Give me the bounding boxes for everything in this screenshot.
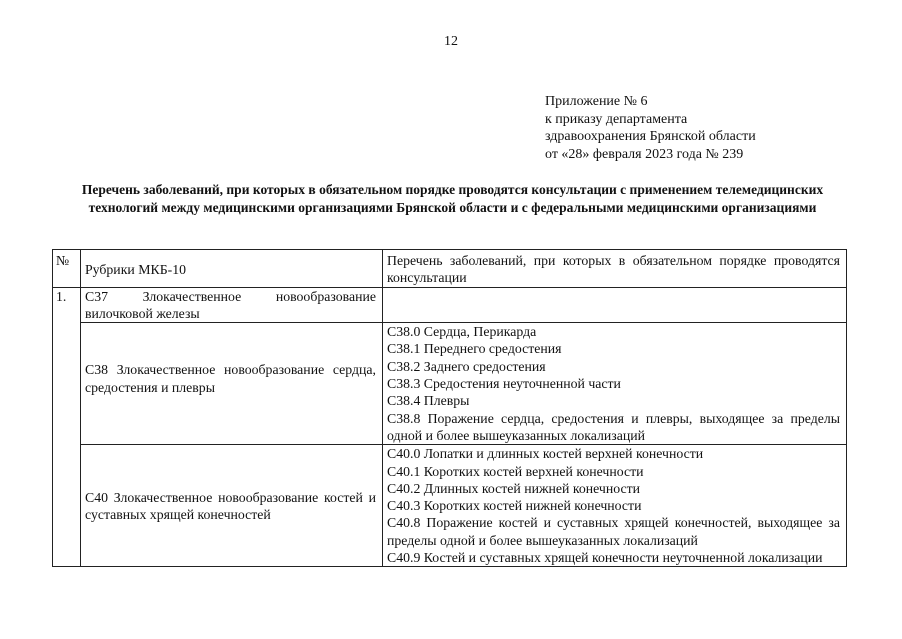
list-item: С38.8 Поражение сердца, средостения и плевры, выходящее за пределы одной и более вышеуказанных локализаций xyxy=(387,410,840,443)
table-row xyxy=(53,445,847,567)
rubric-cell: С40 Злокачественное новообразование костей и суставных хрящей конечностей xyxy=(81,445,383,567)
page-number: 12 xyxy=(444,34,458,49)
diseases-table xyxy=(52,249,847,567)
list-item: С38.3 Средостения неуточненной части xyxy=(387,376,621,392)
list-item: С40.1 Коротких костей верхней конечности xyxy=(387,463,644,479)
rubric-cell: С37 Злокачественное новообразование вилочковой железы xyxy=(81,287,383,323)
list-item: С38.1 Переднего средостения xyxy=(387,341,562,357)
list-cell xyxy=(383,287,847,323)
header-num: № xyxy=(53,250,81,288)
list-item: С40.3 Коротких костей нижней конечности xyxy=(387,498,642,514)
appendix-line: здравоохранения Брянской области xyxy=(545,129,756,144)
list-item: С40.2 Длинных костей нижней конечности xyxy=(387,480,641,496)
document-title: Перечень заболеваний, при которых в обязательном порядке проводятся консультации с применением телемедицинских технологий между медицинскими организациями Брянской области и с федеральными медицинскими организациями xyxy=(81,182,824,215)
header-list: Перечень заболеваний, при которых в обязательном порядке проводятся консультации xyxy=(383,250,847,288)
list-item: С40.8 Поражение костей и суставных хрящей конечностей, выходящее за пределы одной и более вышеуказанных локализаций xyxy=(387,515,840,548)
list-item: С38.0 Сердца, Перикарда xyxy=(387,324,537,340)
appendix-line: к приказу департамента xyxy=(545,111,688,127)
list-cell xyxy=(383,445,847,567)
list-item: С40.0 Лопатки и длинных костей верхней конечности xyxy=(387,446,704,462)
appendix-block xyxy=(545,93,756,163)
list-item: С38.4 Плевры xyxy=(387,393,470,409)
table-header-row xyxy=(53,250,847,288)
appendix-line: от «28» февраля 2023 года № 239 xyxy=(545,146,744,162)
row-num: 1. xyxy=(53,287,81,567)
rubric-cell: С38 Злокачественное новообразование сердца, средостения и плевры xyxy=(81,323,383,445)
header-rubric: Рубрики МКБ-10 xyxy=(81,250,383,288)
list-cell xyxy=(383,323,847,445)
list-item: С40.9 Костей и суставных хрящей конечности неуточненной локализации xyxy=(387,550,823,566)
appendix-line: Приложение № 6 xyxy=(545,94,648,109)
table-row xyxy=(53,287,847,323)
list-item: С38.2 Заднего средостения xyxy=(387,358,546,374)
table-row xyxy=(53,323,847,445)
